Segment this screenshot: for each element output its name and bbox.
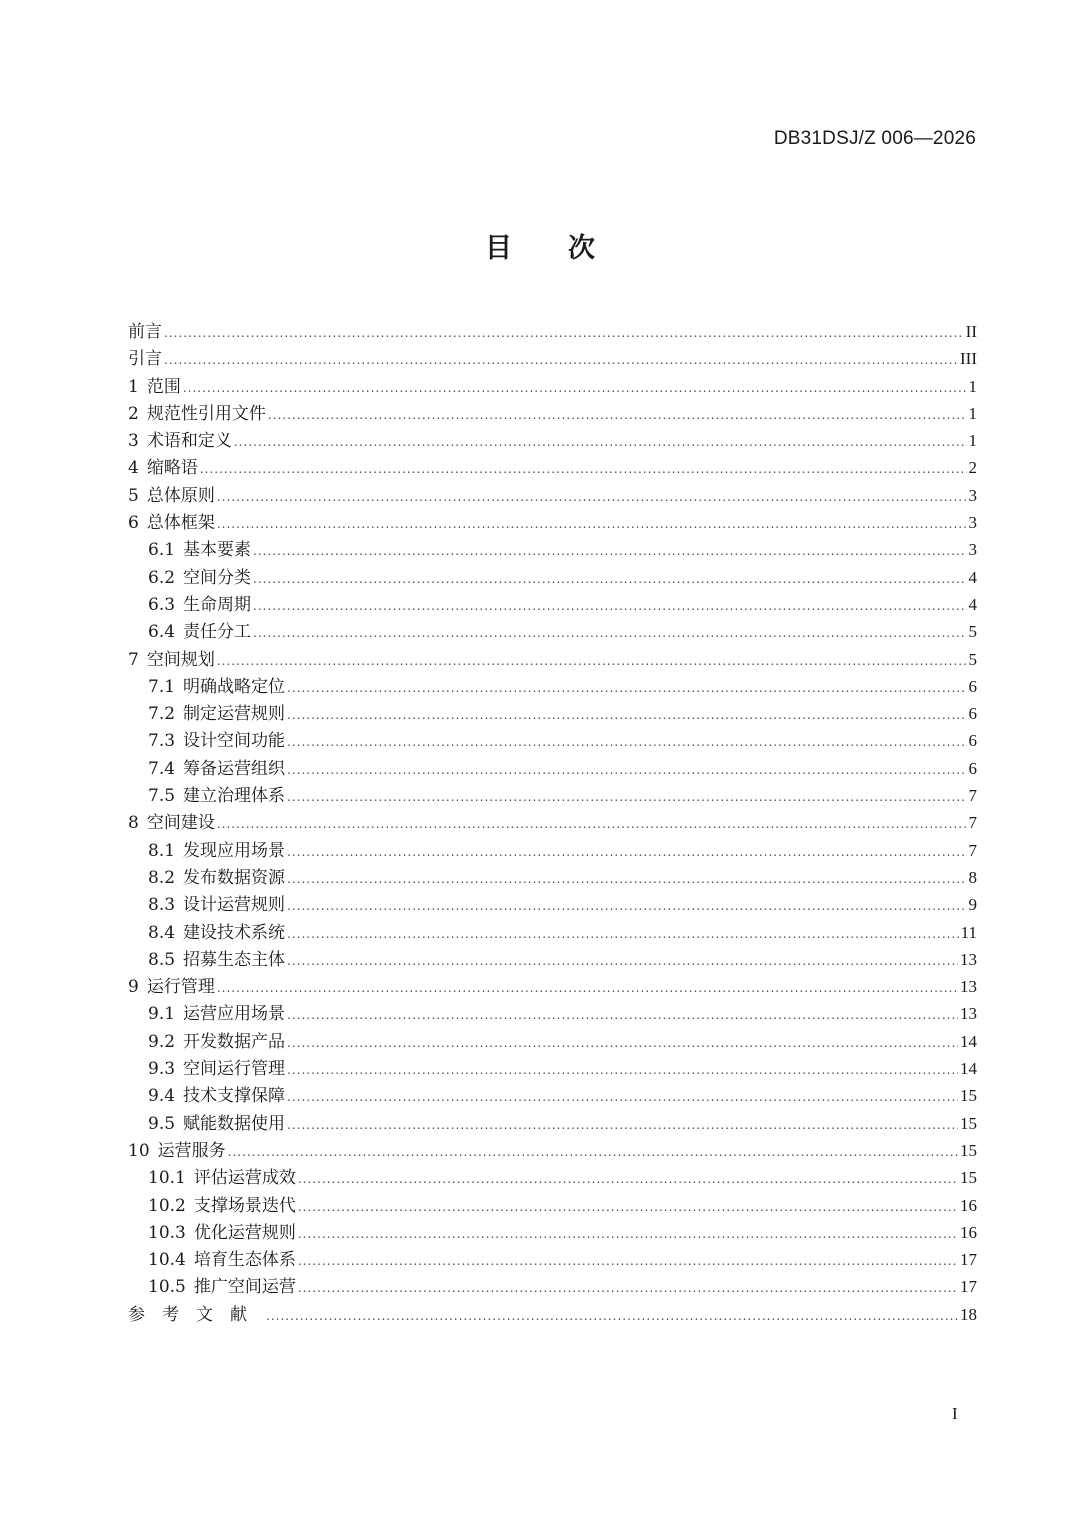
toc-entry-number: 6.3 (148, 594, 176, 615)
toc-entry[interactable] (128, 1000, 977, 1027)
toc-entry-number: 10.1 (148, 1168, 186, 1189)
dot-leader (234, 429, 967, 456)
toc-entry-number: 10.2 (148, 1195, 186, 1216)
toc-entry-label: 优化运营规则 (193, 1222, 296, 1243)
dot-leader (287, 757, 966, 784)
toc-entry[interactable] (128, 700, 977, 727)
toc-entry[interactable] (128, 454, 977, 481)
toc-entry-label: 空间分类 (183, 567, 252, 588)
toc-entry-label: 评估运营成效 (193, 1168, 296, 1189)
toc-entry-number: 4 (128, 458, 139, 479)
dot-leader (287, 893, 966, 920)
toc-entry-number: 7.4 (148, 758, 176, 779)
toc-entry-page: 3 (968, 513, 977, 533)
toc-entry-page: 4 (968, 594, 977, 614)
dot-leader (287, 839, 966, 866)
toc-entry-label: 发布数据资源 (183, 867, 286, 888)
toc-entry[interactable] (128, 809, 977, 836)
toc-entry-page: 2 (968, 458, 977, 478)
dot-leader (298, 1221, 958, 1248)
dot-leader (287, 1030, 958, 1057)
toc-entry-number: 10 (128, 1140, 150, 1161)
toc-entry-label: 运行管理 (146, 977, 215, 998)
toc-entry-page: II (965, 322, 977, 341)
toc-entry-page: 13 (960, 949, 977, 969)
toc-entry-number: 9.4 (148, 1086, 176, 1107)
toc-entry-page: 16 (960, 1195, 977, 1215)
dot-leader (217, 975, 958, 1002)
dot-leader (200, 456, 967, 483)
dot-leader (287, 702, 966, 729)
toc-entry-number: 3 (128, 431, 139, 452)
toc-entry-label: 设计空间功能 (183, 731, 286, 752)
dot-leader (287, 1112, 958, 1139)
dot-leader (164, 320, 964, 347)
toc-entry-page: 1 (968, 376, 977, 396)
toc-entry[interactable] (128, 536, 977, 563)
toc-entry-number: 9.3 (148, 1059, 176, 1080)
toc-entry[interactable] (128, 1273, 977, 1300)
toc-entry-page: 9 (968, 895, 977, 915)
toc-entry-page: 4 (968, 567, 977, 587)
toc-entry-label: 明确战略定位 (183, 676, 286, 697)
toc-entry[interactable] (128, 837, 977, 864)
toc-entry-page: 1 (968, 403, 977, 423)
toc-entry[interactable] (128, 509, 977, 536)
toc-entry-label: 术语和定义 (146, 431, 232, 452)
dot-leader (287, 1057, 958, 1084)
toc-entry-label: 运营服务 (157, 1140, 226, 1161)
toc-entry-label: 前言 (128, 322, 162, 342)
toc-entry-page: 5 (968, 622, 977, 642)
toc-entry-number: 6.4 (148, 622, 176, 643)
toc-entry-number: 8.4 (148, 922, 176, 943)
toc-entry[interactable] (128, 1192, 977, 1219)
toc-entry-page: 14 (960, 1031, 977, 1051)
toc-entry[interactable] (128, 973, 977, 1000)
toc-entry-page: 13 (960, 977, 977, 997)
toc-entry-page: 7 (968, 840, 977, 860)
toc-entry[interactable] (128, 482, 977, 509)
toc-entry[interactable] (128, 618, 977, 645)
table-of-contents (128, 318, 977, 1328)
toc-entry[interactable] (128, 946, 977, 973)
toc-entry[interactable] (128, 1301, 977, 1328)
toc-entry-label: 推广空间运营 (193, 1277, 296, 1298)
toc-entry-number: 1 (128, 376, 139, 397)
dot-leader (287, 866, 966, 893)
toc-entry-number: 6 (128, 513, 139, 534)
toc-entry-label: 空间规划 (146, 649, 215, 670)
dot-leader (287, 948, 958, 975)
toc-entry-number: 8.5 (148, 949, 176, 970)
dot-leader (298, 1275, 958, 1302)
toc-entry-page: 14 (960, 1059, 977, 1079)
dot-leader (287, 921, 959, 948)
toc-entry-number: 9 (128, 977, 139, 998)
toc-entry-label: 建立治理体系 (183, 786, 286, 807)
dot-leader (298, 1194, 958, 1221)
toc-entry[interactable] (128, 318, 977, 345)
toc-entry-page: 3 (968, 540, 977, 560)
toc-entry-page: 3 (968, 485, 977, 505)
toc-entry[interactable] (128, 345, 977, 372)
toc-entry-number: 5 (128, 485, 139, 506)
toc-entry-page: 6 (968, 758, 977, 778)
dot-leader (253, 566, 966, 593)
toc-entry-number: 7.1 (148, 676, 176, 697)
toc-entry-page: 1 (968, 431, 977, 451)
dot-leader (217, 811, 967, 838)
toc-entry[interactable] (128, 782, 977, 809)
toc-entry-page: 15 (960, 1140, 977, 1160)
toc-entry-number: 7.5 (148, 786, 176, 807)
toc-entry-page: 18 (960, 1304, 977, 1324)
toc-entry-number: 6.1 (148, 540, 176, 561)
toc-entry-number: 10.3 (148, 1222, 186, 1243)
toc-entry-label: 总体原则 (146, 485, 215, 506)
dot-leader (287, 1002, 958, 1029)
toc-entry-page: 6 (968, 731, 977, 751)
toc-entry-label: 招募生态主体 (183, 949, 286, 970)
toc-entry[interactable] (128, 1110, 977, 1137)
toc-entry-number: 10.5 (148, 1277, 186, 1298)
toc-entry-number: 10.4 (148, 1250, 186, 1271)
toc-entry-label: 建设技术系统 (183, 922, 286, 943)
toc-entry[interactable] (128, 400, 977, 427)
toc-entry[interactable] (128, 864, 977, 891)
toc-entry[interactable] (128, 1246, 977, 1273)
toc-entry[interactable] (128, 1055, 977, 1082)
toc-entry[interactable] (128, 373, 977, 400)
toc-entry-label: 范围 (146, 376, 181, 397)
dot-leader (298, 1248, 958, 1275)
toc-entry-label: 赋能数据使用 (183, 1113, 286, 1134)
toc-entry[interactable] (128, 1164, 977, 1191)
toc-entry-label: 规范性引用文件 (146, 403, 266, 424)
toc-entry-page: 13 (960, 1004, 977, 1024)
toc-entry-label: 参考文献 (128, 1304, 264, 1325)
toc-entry-page: 5 (968, 649, 977, 669)
toc-entry[interactable] (128, 1082, 977, 1109)
toc-entry-label: 总体框架 (146, 513, 215, 534)
dot-leader (287, 1084, 958, 1111)
toc-entry[interactable] (128, 591, 977, 618)
dot-leader (183, 375, 967, 402)
toc-entry-number: 9.5 (148, 1113, 176, 1134)
toc-entry[interactable] (128, 673, 977, 700)
toc-entry-number: 8 (128, 813, 139, 834)
dot-leader (217, 484, 967, 511)
toc-entry-label: 设计运营规则 (183, 895, 286, 916)
toc-entry-number: 8.1 (148, 840, 176, 861)
toc-entry[interactable] (128, 919, 977, 946)
toc-entry[interactable] (128, 1028, 977, 1055)
toc-entry-label: 技术支撑保障 (183, 1086, 286, 1107)
toc-entry[interactable] (128, 727, 977, 754)
dot-leader (253, 538, 966, 565)
toc-entry-page: 6 (968, 676, 977, 696)
toc-entry-number: 2 (128, 403, 139, 424)
dot-leader (268, 402, 967, 429)
toc-entry-number: 6.2 (148, 567, 176, 588)
toc-entry-label: 空间建设 (146, 813, 215, 834)
toc-entry-number: 8.2 (148, 867, 176, 888)
toc-entry-label: 筹备运营组织 (183, 758, 286, 779)
toc-entry[interactable] (128, 1219, 977, 1246)
toc-entry-page: 15 (960, 1113, 977, 1133)
toc-entry[interactable] (128, 646, 977, 673)
toc-entry-label: 责任分工 (183, 622, 252, 643)
toc-entry-page: III (960, 349, 977, 369)
page-title: 目次 (485, 233, 651, 264)
toc-entry-label: 缩略语 (146, 458, 198, 479)
toc-entry-page: 6 (968, 704, 977, 724)
toc-entry[interactable] (128, 564, 977, 591)
toc-entry-label: 基本要素 (183, 540, 252, 561)
dot-leader (287, 729, 966, 756)
toc-entry-label: 空间运行管理 (183, 1059, 286, 1080)
toc-entry-label: 制定运营规则 (183, 704, 286, 725)
dot-leader (217, 511, 967, 538)
toc-entry-page: 15 (960, 1168, 977, 1188)
toc-entry-number: 7.2 (148, 704, 176, 725)
toc-entry-label: 培育生态体系 (193, 1250, 296, 1271)
dot-leader (228, 1139, 958, 1166)
toc-entry-label: 开发数据产品 (183, 1031, 286, 1052)
dot-leader (287, 675, 966, 702)
toc-entry-page: 17 (960, 1277, 977, 1297)
toc-entry-number: 8.3 (148, 895, 176, 916)
toc-entry-number: 9.2 (148, 1031, 176, 1052)
dot-leader (253, 620, 966, 647)
toc-entry-page: 17 (960, 1250, 977, 1270)
toc-entry-label: 发现应用场景 (183, 840, 286, 861)
toc-entry-number: 7.3 (148, 731, 176, 752)
toc-entry-page: 7 (968, 786, 977, 806)
page-number: I (952, 1404, 958, 1423)
toc-entry-label: 引言 (128, 349, 162, 370)
toc-entry-page: 16 (960, 1222, 977, 1242)
toc-entry[interactable] (128, 1137, 977, 1164)
toc-entry[interactable] (128, 427, 977, 454)
document-code: DB31DSJ/Z 006—2026 (773, 128, 976, 149)
dot-leader (266, 1303, 958, 1330)
dot-leader (164, 347, 958, 374)
toc-entry-page: 11 (960, 922, 977, 942)
toc-entry-page: 15 (960, 1086, 977, 1106)
toc-entry[interactable] (128, 891, 977, 918)
toc-entry[interactable] (128, 755, 977, 782)
toc-entry-label: 支撑场景迭代 (193, 1195, 296, 1216)
dot-leader (217, 648, 967, 675)
dot-leader (253, 593, 966, 620)
toc-entry-page: 7 (968, 813, 977, 833)
toc-entry-number: 9.1 (148, 1004, 176, 1025)
dot-leader (298, 1166, 958, 1193)
toc-entry-page: 8 (968, 867, 977, 887)
toc-entry-number: 7 (128, 649, 139, 670)
dot-leader (287, 784, 966, 811)
toc-entry-label: 运营应用场景 (183, 1004, 286, 1025)
toc-entry-label: 生命周期 (183, 594, 252, 615)
